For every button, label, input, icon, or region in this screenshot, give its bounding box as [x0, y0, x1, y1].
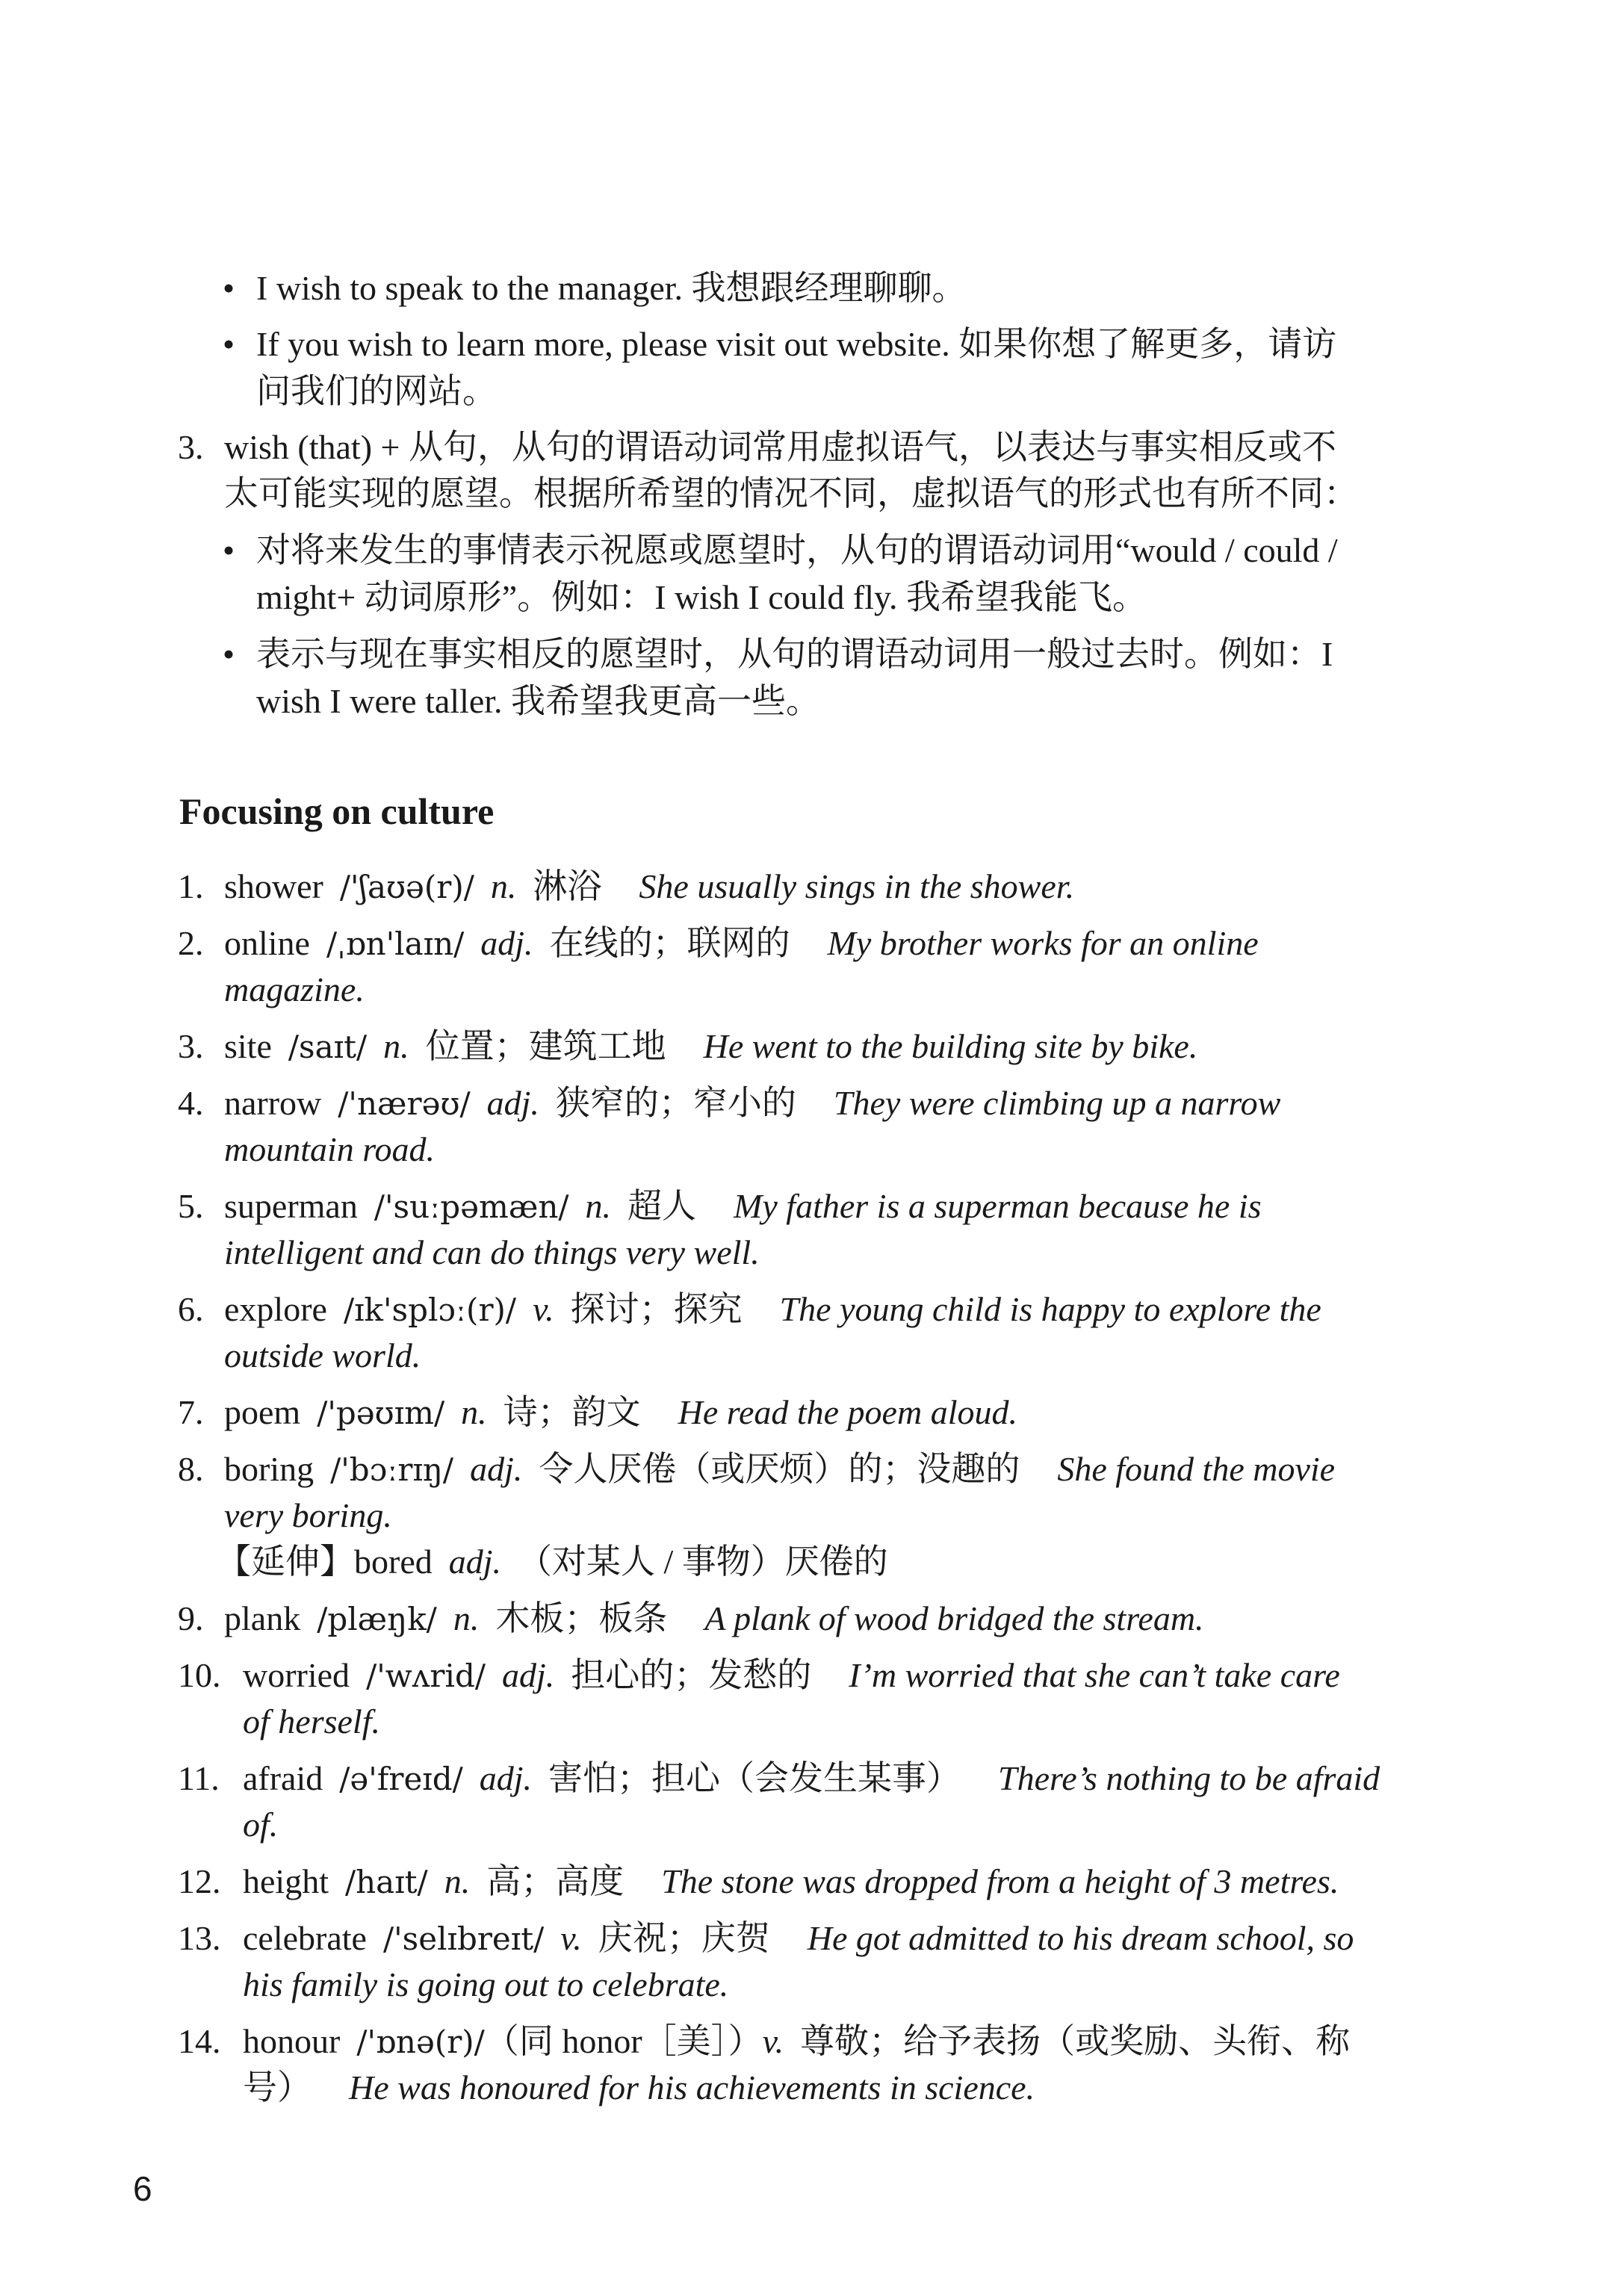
vocab-example: He read the poem aloud.: [678, 1393, 1017, 1431]
grammar-rule: 表示与现在事实相反的愿望时，从句的谓语动词用一般过去时。例如：I: [256, 635, 1333, 673]
vocab-ipa: /'ʃaʊə(r)/: [339, 869, 474, 905]
vocab-example: The young child is happy to explore the: [779, 1290, 1321, 1328]
vocab-pos: adj.: [479, 1759, 533, 1797]
vocab-entry: [224, 1183, 1262, 1230]
vocab-word: superman: [224, 1187, 358, 1225]
vocab-meaning-cont: 号）: [243, 2068, 312, 2107]
vocab-meaning: 诗；韵文: [503, 1393, 641, 1431]
vocab-meaning: 令人厌倦（或厌烦）的；没趣的: [539, 1450, 1020, 1488]
vocab-meaning: 探讨；探究: [570, 1290, 743, 1328]
section-title: Focusing on culture: [179, 790, 495, 832]
vocab-example: They were climbing up a narrow: [833, 1084, 1281, 1122]
vocab-pos: n.: [585, 1187, 612, 1225]
vocab-meaning: 庆祝；庆贺: [598, 1919, 770, 1957]
bullet-dot: •: [223, 269, 235, 307]
vocab-example: He was honoured for his achievements in science.: [349, 2068, 1035, 2107]
vocab-example-cont: mountain road.: [224, 1130, 435, 1168]
vocab-ipa: /plæŋk/: [317, 1601, 437, 1637]
example-sentence: If you wish to learn more, please visit out website. 如果你想了解更多，请访: [256, 325, 1337, 363]
bullet-dot: •: [223, 325, 235, 363]
vocab-meaning: 狭窄的；窄小的: [555, 1084, 796, 1122]
vocab-entry: [224, 1446, 1335, 1493]
vocab-ipa: /ə'freɪd/: [339, 1761, 463, 1797]
vocab-meaning: 害怕；担心（会发生某事）: [548, 1759, 961, 1797]
vocab-word: explore: [224, 1290, 327, 1328]
vocab-word: poem: [224, 1393, 301, 1431]
vocab-number: 13.: [178, 1919, 221, 1957]
vocab-number: 2.: [178, 924, 204, 962]
vocab-ipa: /ˌɒn'laɪn/: [326, 926, 465, 962]
vocab-example-cont: of herself.: [243, 1702, 380, 1740]
vocab-number: 3.: [178, 1027, 204, 1065]
vocab-entry: [224, 1286, 1321, 1333]
vocab-word: afraid: [243, 1759, 323, 1797]
vocab-entry: [224, 1080, 1280, 1127]
vocab-pos: adj.: [480, 924, 533, 962]
vocab-example-cont: very boring.: [224, 1496, 392, 1534]
vocab-entry: [243, 1915, 1354, 1962]
vocab-example: My brother works for an online: [827, 924, 1259, 962]
example-sentence-cont: 问我们的网站。: [256, 372, 497, 410]
vocab-pos: n.: [444, 1862, 471, 1900]
vocab-entry: [243, 2018, 1350, 2065]
vocab-meaning: 淋浴: [533, 867, 602, 905]
vocab-example: She usually sings in the shower.: [639, 867, 1075, 905]
bullet-dot: •: [223, 531, 235, 569]
vocab-pos: v.: [762, 2022, 784, 2060]
vocab-word: boring: [224, 1450, 314, 1488]
vocab-example-cont: outside world.: [224, 1336, 421, 1374]
vocab-pos: v.: [560, 1919, 582, 1957]
grammar-rule-cont: might+ 动词原形”。例如：I wish I could fly. 我希望我能飞。: [256, 578, 1147, 616]
vocab-example: A plank of wood bridged the stream.: [704, 1599, 1204, 1637]
vocab-entry: [224, 1596, 1204, 1643]
vocab-meaning: 位置；建筑工地: [425, 1027, 666, 1065]
grammar-note: wish (that) + 从句，从句的谓语动词常用虚拟语气，以表达与事实相反或不: [224, 428, 1336, 466]
vocab-number: 11.: [178, 1759, 220, 1797]
vocab-word: online: [224, 924, 310, 962]
vocab-word: plank: [224, 1599, 301, 1637]
vocab-example: My father is a superman because he is: [734, 1187, 1262, 1225]
vocab-pos: n.: [461, 1393, 487, 1431]
vocab-number: 4.: [178, 1084, 204, 1122]
vocab-number: 12.: [178, 1862, 221, 1900]
vocab-variant: （同 honor［美］）: [484, 2022, 763, 2060]
extension-word: bored: [354, 1543, 433, 1581]
vocab-number: 14.: [178, 2022, 221, 2060]
vocab-meaning: 高；高度: [486, 1862, 625, 1900]
vocab-number: 8.: [178, 1450, 204, 1488]
list-number: 3.: [178, 428, 204, 466]
vocab-number: 1.: [178, 867, 204, 905]
vocab-example: There’s nothing to be afraid: [998, 1759, 1380, 1797]
vocab-pos: adj.: [486, 1084, 539, 1122]
vocab-example: She found the movie: [1057, 1450, 1336, 1488]
vocab-pos: n.: [490, 867, 517, 905]
vocab-word: height: [243, 1862, 329, 1900]
vocab-word: narrow: [224, 1084, 322, 1122]
vocab-example: I’m worried that she can’t take care: [849, 1656, 1340, 1694]
vocab-entry: [224, 864, 1074, 911]
vocab-pos: v.: [533, 1290, 554, 1328]
vocab-ipa: /saɪt/: [288, 1029, 368, 1065]
vocab-meaning: 担心的；发愁的: [571, 1656, 812, 1694]
grammar-note-cont: 太可能实现的愿望。根据所希望的情况不同，虚拟语气的形式也有所不同：: [224, 474, 1358, 512]
vocab-ipa: /ɪk'splɔː(r)/: [343, 1292, 517, 1328]
vocab-ipa: /'suːpəmæn/: [374, 1188, 569, 1225]
vocab-meaning: 木板；板条: [495, 1599, 668, 1637]
example-sentence: I wish to speak to the manager. 我想跟经理聊聊。: [256, 269, 967, 307]
vocab-word: honour: [243, 2022, 341, 2060]
vocab-meaning: 尊敬；给予表扬（或奖励、头衔、称: [800, 2022, 1351, 2060]
vocab-example-cont: magazine.: [224, 970, 365, 1008]
vocab-ipa: /'wʌrid/: [366, 1658, 486, 1694]
vocab-example: He went to the building site by bike.: [703, 1027, 1198, 1065]
vocab-word: celebrate: [243, 1919, 367, 1957]
vocab-example-cont: intelligent and can do things very well.: [224, 1233, 760, 1271]
vocab-number: 10.: [178, 1656, 221, 1694]
vocab-number: 7.: [178, 1393, 204, 1431]
extension-label: 【延伸】: [217, 1543, 354, 1581]
vocab-number: 6.: [178, 1290, 204, 1328]
vocab-example-cont: of.: [243, 1805, 279, 1844]
vocab-extension: [217, 1539, 888, 1585]
bullet-dot: •: [223, 635, 235, 673]
vocab-pos: adj.: [470, 1450, 523, 1488]
vocab-entry: [224, 920, 1259, 967]
extension-meaning: （对某人 / 事物）厌倦的: [518, 1543, 888, 1581]
extension-pos: adj.: [448, 1543, 502, 1581]
vocab-ipa: /'pəʊɪm/: [317, 1395, 445, 1431]
vocab-entry: [224, 1389, 1017, 1436]
vocab-pos: n.: [383, 1027, 409, 1065]
vocab-word: shower: [224, 867, 323, 905]
vocab-entry: [243, 1652, 1340, 1699]
grammar-rule-cont: wish I were taller. 我希望我更高一些。: [256, 682, 821, 720]
vocab-entry: [243, 1859, 1339, 1906]
vocab-entry-cont: [243, 2065, 1035, 2111]
vocab-ipa: /'ɒnə(r)/: [356, 2024, 485, 2060]
vocab-example: The stone was dropped from a height of 3 metres.: [661, 1862, 1339, 1900]
vocab-word: worried: [243, 1656, 350, 1694]
vocab-meaning: 在线的；联网的: [549, 924, 790, 962]
vocab-example-cont: his family is going out to celebrate.: [243, 1965, 729, 2003]
vocab-word: site: [224, 1027, 272, 1065]
vocab-entry: [243, 1755, 1380, 1802]
vocab-meaning: 超人: [627, 1187, 697, 1225]
vocab-ipa: /'selɪbreɪt/: [382, 1921, 545, 1957]
vocab-pos: n.: [453, 1599, 480, 1637]
vocab-pos: adj.: [501, 1656, 555, 1694]
vocab-entry: [224, 1023, 1197, 1070]
vocab-ipa: /haɪt/: [344, 1864, 428, 1900]
vocab-ipa: /'bɔːrɪŋ/: [330, 1451, 454, 1488]
vocab-number: 9.: [178, 1599, 204, 1637]
vocab-ipa: /'nærəʊ/: [338, 1085, 471, 1122]
page-number: 6: [133, 2169, 152, 2208]
vocab-number: 5.: [178, 1187, 204, 1225]
vocab-example: He got admitted to his dream school, so: [807, 1919, 1354, 1957]
grammar-rule: 对将来发生的事情表示祝愿或愿望时，从句的谓语动词用“would / could /: [256, 531, 1338, 569]
